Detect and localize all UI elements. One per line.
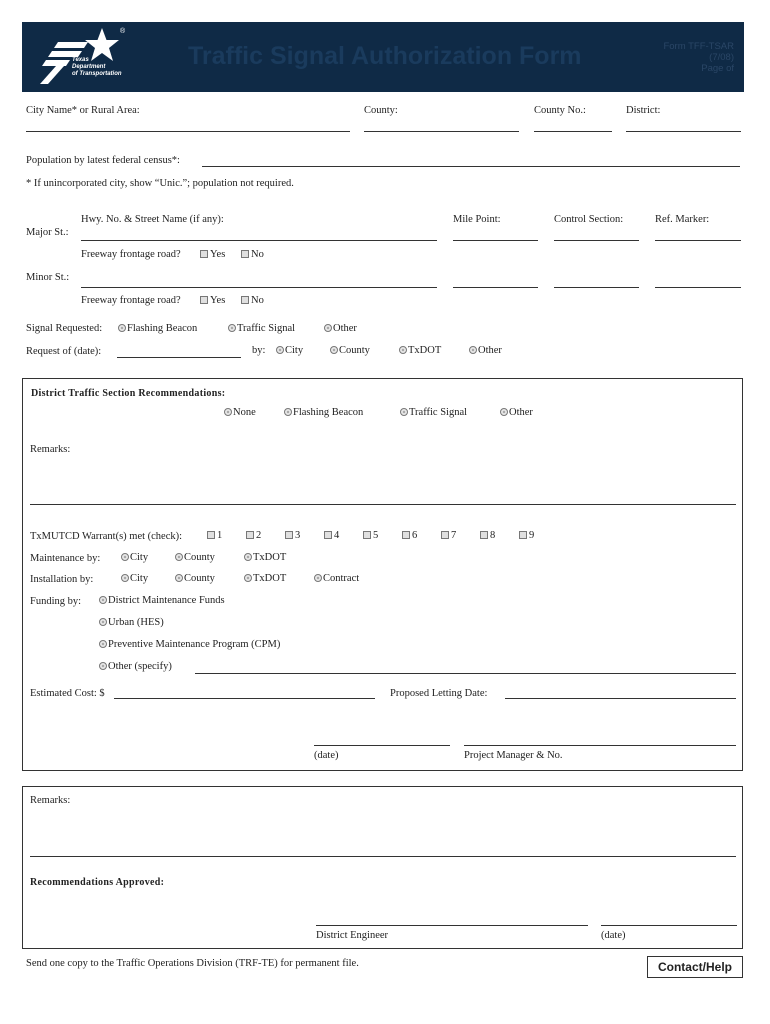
option-label: None: [233, 407, 256, 418]
page-counter: Page of: [701, 63, 734, 74]
option-label: Other: [509, 407, 533, 418]
option-label: County: [184, 573, 215, 584]
warrant-label: 2: [256, 530, 262, 541]
installation-county-radio[interactable]: [175, 573, 215, 584]
district-label: District:: [626, 105, 661, 116]
checkbox-icon: [441, 531, 449, 539]
major-mile-point-field[interactable]: [453, 240, 538, 241]
pm-date-field[interactable]: [314, 745, 450, 746]
registered-mark: ®: [120, 28, 126, 35]
signal-requested-label: Signal Requested:: [26, 323, 103, 334]
option-label: Flashing Beacon: [293, 407, 364, 418]
district-other-radio[interactable]: [500, 407, 533, 418]
maintenance-county-radio[interactable]: [175, 552, 215, 563]
mile-point-label: Mile Point:: [453, 214, 501, 225]
option-label: Other: [333, 323, 357, 334]
radio-icon: [121, 553, 129, 561]
signal-other-radio[interactable]: [324, 323, 357, 334]
district-none-radio[interactable]: [224, 407, 256, 418]
checkbox-icon: [246, 531, 254, 539]
maintenance-txdot-radio[interactable]: [244, 552, 286, 563]
warrant-checkbox-2[interactable]: [246, 530, 261, 541]
request-date-field[interactable]: [117, 357, 241, 358]
radio-icon: [99, 662, 107, 670]
form-number: [663, 41, 734, 74]
minor-street-label: Minor St.:: [26, 272, 70, 283]
radio-icon: [224, 408, 232, 416]
funding-cpm-radio[interactable]: [99, 639, 280, 650]
logo-text: Texas Department of Transportation: [72, 57, 122, 77]
option-label: Other (specify): [108, 661, 172, 672]
funding-urban-radio[interactable]: [99, 617, 164, 628]
radio-icon: [99, 640, 107, 648]
warrants-label: TxMUTCD Warrant(s) met (check):: [30, 531, 183, 542]
checkbox-icon: [285, 531, 293, 539]
city-label: City Name* or Rural Area:: [26, 105, 140, 116]
district-field[interactable]: [626, 131, 741, 132]
warrant-checkbox-4[interactable]: [324, 530, 339, 541]
district-traffic-radio[interactable]: [400, 407, 467, 418]
option-label: TxDOT: [253, 552, 287, 563]
no-label: No: [251, 295, 264, 306]
option-label: Traffic Signal: [237, 323, 296, 334]
county-no-label: County No.:: [534, 105, 586, 116]
major-ref-marker-field[interactable]: [655, 240, 741, 241]
major-frontage-label: Freeway frontage road?: [81, 249, 181, 260]
city-field[interactable]: [26, 131, 350, 132]
county-field[interactable]: [364, 131, 519, 132]
checkbox-icon: [241, 250, 249, 258]
warrant-label: 9: [529, 530, 535, 541]
warrant-label: 5: [373, 530, 379, 541]
county-no-field[interactable]: [534, 131, 612, 132]
warrant-label: 3: [295, 530, 301, 541]
funding-label: Funding by:: [30, 596, 82, 607]
installation-city-radio[interactable]: [121, 573, 148, 584]
option-label: Preventive Maintenance Program (CPM): [108, 639, 281, 650]
major-frontage-yes[interactable]: [200, 249, 225, 260]
letting-date-field[interactable]: [505, 698, 736, 699]
signal-flashing-radio[interactable]: [118, 323, 197, 334]
district-engineer-field[interactable]: [316, 925, 588, 926]
minor-frontage-yes[interactable]: [200, 295, 225, 306]
radio-icon: [118, 324, 126, 332]
request-date-label: Request of (date):: [26, 346, 102, 357]
checkbox-icon: [402, 531, 410, 539]
project-manager-label: Project Manager & No.: [464, 750, 563, 761]
estimated-cost-field[interactable]: [114, 698, 375, 699]
radio-icon: [121, 574, 129, 582]
radio-icon: [399, 346, 407, 354]
option-label: County: [339, 345, 370, 356]
district-engineer-label: District Engineer: [316, 930, 389, 941]
by-county-radio[interactable]: [330, 345, 370, 356]
letting-date-label: Proposed Letting Date:: [390, 688, 488, 699]
option-label: Flashing Beacon: [127, 323, 198, 334]
minor-frontage-no[interactable]: [241, 295, 264, 306]
option-label: TxDOT: [408, 345, 442, 356]
warrant-label: 1: [217, 530, 223, 541]
checkbox-icon: [363, 531, 371, 539]
district-flashing-radio[interactable]: [284, 407, 363, 418]
form-id: Form TFF-TSAR: [663, 41, 734, 52]
minor-mile-point-field[interactable]: [453, 287, 538, 288]
by-txdot-radio[interactable]: [399, 345, 441, 356]
radio-icon: [400, 408, 408, 416]
control-section-label: Control Section:: [554, 214, 624, 225]
minor-frontage-label: Freeway frontage road?: [81, 295, 181, 306]
minor-control-section-field[interactable]: [554, 287, 639, 288]
by-label: by:: [252, 345, 266, 356]
approval-remarks-field[interactable]: [30, 856, 736, 857]
ref-marker-label: Ref. Marker:: [655, 214, 710, 225]
warrant-label: 4: [334, 530, 340, 541]
by-city-radio[interactable]: [276, 345, 303, 356]
option-label: District Maintenance Funds: [108, 595, 225, 606]
major-street-field[interactable]: [81, 240, 437, 241]
warrant-label: 6: [412, 530, 418, 541]
radio-icon: [324, 324, 332, 332]
option-label: Contract: [323, 573, 360, 584]
county-label: County:: [364, 105, 398, 116]
no-label: No: [251, 249, 264, 260]
radio-icon: [469, 346, 477, 354]
warrant-checkbox-6[interactable]: [402, 530, 417, 541]
radio-icon: [228, 324, 236, 332]
warrant-checkbox-9[interactable]: [519, 530, 534, 541]
approval-remarks-label: Remarks:: [30, 795, 71, 806]
district-heading: District Traffic Section Recommendations:: [31, 388, 226, 399]
footer-note: Send one copy to the Traffic Operations Division (TRF-TE) for permanent file.: [26, 958, 359, 969]
contact-help-button[interactable]: Contact/Help: [647, 956, 743, 978]
district-remarks-label: Remarks:: [30, 444, 71, 455]
approval-date-field[interactable]: [601, 925, 737, 926]
warrant-checkbox-1[interactable]: [207, 530, 222, 541]
radio-icon: [500, 408, 508, 416]
funding-other-radio[interactable]: [99, 661, 172, 672]
major-control-section-field[interactable]: [554, 240, 639, 241]
radio-icon: [276, 346, 284, 354]
warrant-checkbox-7[interactable]: [441, 530, 456, 541]
warrant-checkbox-5[interactable]: [363, 530, 378, 541]
option-label: City: [130, 552, 149, 563]
pm-date-label: (date): [314, 750, 339, 761]
radio-icon: [244, 553, 252, 561]
radio-icon: [99, 596, 107, 604]
radio-icon: [244, 574, 252, 582]
warrant-label: 7: [451, 530, 457, 541]
radio-icon: [175, 553, 183, 561]
checkbox-icon: [200, 250, 208, 258]
checkbox-icon: [200, 296, 208, 304]
checkbox-icon: [480, 531, 488, 539]
option-label: Urban (HES): [108, 617, 164, 628]
by-other-radio[interactable]: [469, 345, 502, 356]
funding-other-field[interactable]: [195, 673, 736, 674]
radio-icon: [99, 618, 107, 626]
radio-icon: [175, 574, 183, 582]
option-label: Traffic Signal: [409, 407, 468, 418]
form-revision: (7/08): [709, 52, 734, 63]
installation-contract-radio[interactable]: [314, 573, 359, 584]
radio-icon: [314, 574, 322, 582]
installation-label: Installation by:: [30, 574, 94, 585]
form-header: [22, 22, 744, 92]
funding-dmf-radio[interactable]: [99, 595, 225, 606]
hwy-label: Hwy. No. & Street Name (if any):: [81, 214, 224, 225]
minor-street-field[interactable]: [81, 287, 437, 288]
checkbox-icon: [519, 531, 527, 539]
warrant-checkbox-3[interactable]: [285, 530, 300, 541]
checkbox-icon: [207, 531, 215, 539]
maintenance-city-radio[interactable]: [121, 552, 148, 563]
warrant-checkbox-8[interactable]: [480, 530, 495, 541]
signal-traffic-radio[interactable]: [228, 323, 295, 334]
installation-txdot-radio[interactable]: [244, 573, 286, 584]
population-label: Population by latest federal census*:: [26, 155, 180, 166]
project-manager-field[interactable]: [464, 745, 736, 746]
major-frontage-no[interactable]: [241, 249, 264, 260]
approved-heading: Recommendations Approved:: [30, 877, 165, 888]
yes-label: Yes: [210, 249, 226, 260]
checkbox-icon: [324, 531, 332, 539]
district-remarks-field[interactable]: [30, 504, 736, 505]
maintenance-label: Maintenance by:: [30, 553, 101, 564]
population-field[interactable]: [202, 166, 740, 167]
option-label: TxDOT: [253, 573, 287, 584]
warrant-label: 8: [490, 530, 496, 541]
yes-label: Yes: [210, 295, 226, 306]
page-title: Traffic Signal Authorization Form: [188, 42, 582, 70]
checkbox-icon: [241, 296, 249, 304]
radio-icon: [284, 408, 292, 416]
unincorporated-note: * If unincorporated city, show “Unic.”; population not required.: [26, 178, 294, 189]
minor-ref-marker-field[interactable]: [655, 287, 741, 288]
option-label: City: [130, 573, 149, 584]
major-street-label: Major St.:: [26, 227, 69, 238]
option-label: Other: [478, 345, 502, 356]
option-label: City: [285, 345, 304, 356]
approval-date-label: (date): [601, 930, 626, 941]
option-label: County: [184, 552, 215, 563]
estimated-cost-label: Estimated Cost: $: [30, 688, 105, 699]
radio-icon: [330, 346, 338, 354]
